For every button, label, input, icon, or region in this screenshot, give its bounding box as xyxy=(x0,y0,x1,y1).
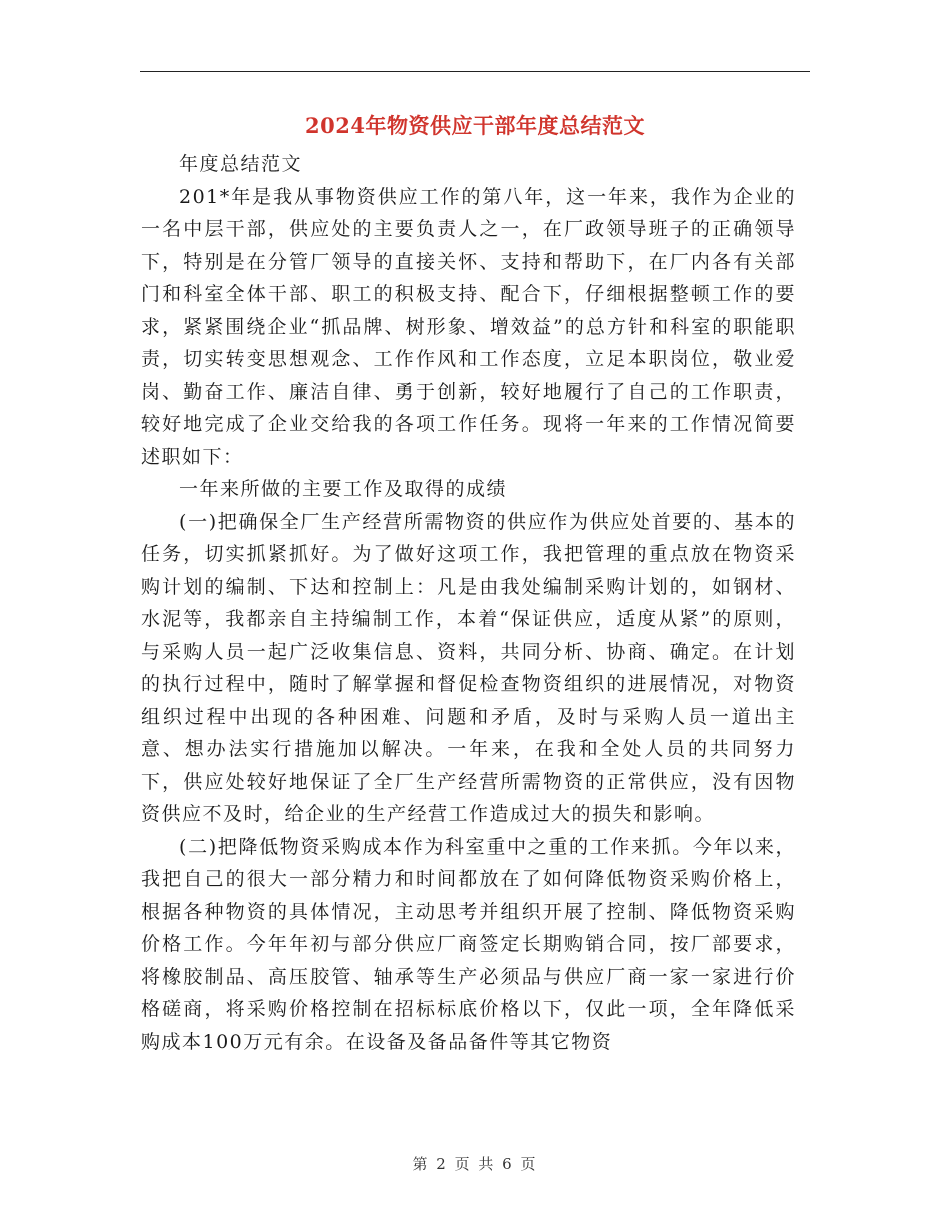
paragraph-item-1: (一)把确保全厂生产经营所需物资的供应作为供应处首要的、基本的任务，切实抓紧抓好。为了做好这项工作，我把管理的重点放在物资采购计划的编制、下达和控制上：凡是由我处编制采购计划的，如钢材、水泥等，我都亲自主持编制工作，本着“保证供应，适度从紧”的原则，与采购人员一起广泛收集信息、资料，共同分析、协商、确定。在计划的执行过程中，随时了解掌握和督促检查物资组织的进展情况，对物资组织过程中出现的各种困难、问题和矛盾，及时与采购人员一道出主意、想办法实行措施加以解决。一年来，在我和全处人员的共同努力下，供应处较好地保证了全厂生产经营所需物资的正常供应，没有因物资供应不及时，给企业的生产经营工作造成过大的损失和影响。 xyxy=(141,510,796,825)
header-rule xyxy=(140,71,810,72)
paragraph-item-2: (二)把降低物资采购成本作为科室重中之重的工作来抓。今年以来，我把自己的很大一部分精力和时间都放在了如何降低物资采购价格上，根据各种物资的具体情况，主动思考并组织开展了控制、降低物资采购价格工作。今年年初与部分供应厂商签定长期购销合同，按厂部要求，将橡胶制品、高压胶管、轴承等生产必须品与供应厂商一家一家进行价格磋商，将采购价格控制在招标标底价格以下，仅此一项，全年降低采购成本100万元有余。在设备及备品备件等其它物资 xyxy=(141,835,796,1053)
paragraph-subtitle: 年度总结范文 xyxy=(179,153,303,175)
document-title: 2024年物资供应干部年度总结范文 xyxy=(305,113,645,138)
page-number: 第 2 页 共 6 页 xyxy=(412,1155,538,1173)
paragraph-intro: 201*年是我从事物资供应工作的第八年，这一年来，我作为企业的一名中层干部，供应处的主要负责人之一，在厂政领导班子的正确领导下，特别是在分管厂领导的直接关怀、支持和帮助下，在厂内各有关部门和科室全体干部、职工的积极支持、配合下，仔细根据整顿工作的要求，紧紧围绕企业“抓品牌、树形象、增效益”的总方针和科室的职能职责，切实转变思想观念、工作作风和工作态度，立足本职岗位，敬业爱岗、勤奋工作、廉洁自律、勇于创新，较好地履行了自己的工作职责，较好地完成了企业交给我的各项工作任务。现将一年来的工作情况简要述职如下： xyxy=(141,185,796,468)
document-body xyxy=(141,148,796,1058)
paragraph-section-heading: 一年来所做的主要工作及取得的成绩 xyxy=(179,478,508,500)
